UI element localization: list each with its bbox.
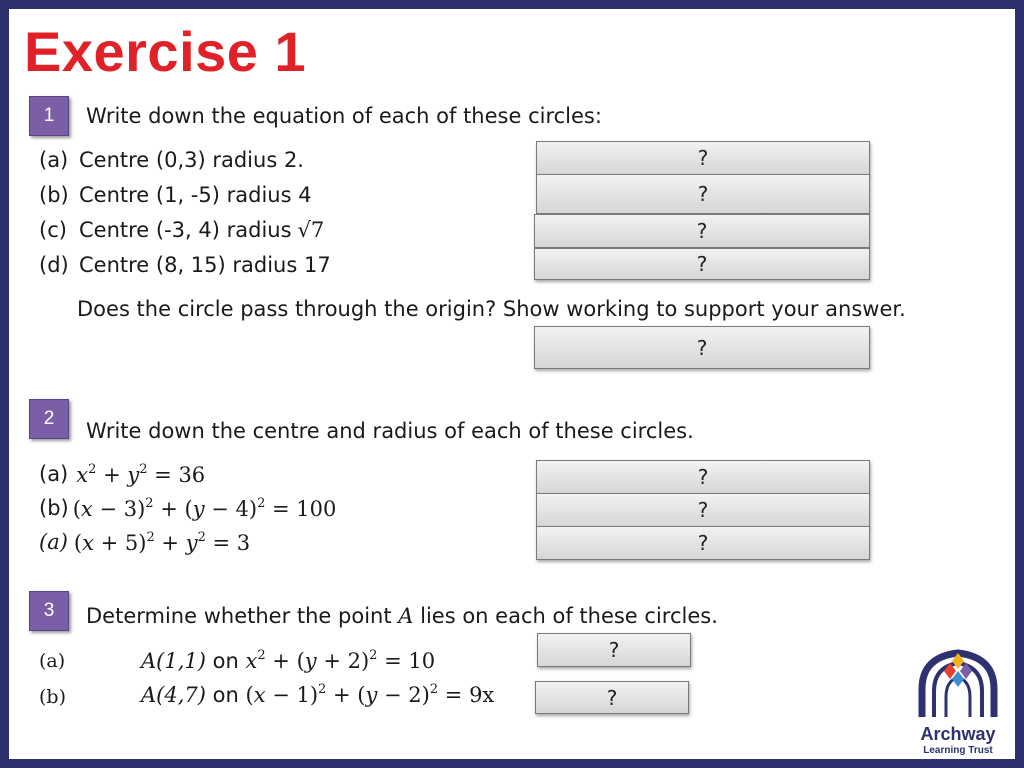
q1-item-b <box>39 183 312 207</box>
q3-item-a-label: (a) <box>39 650 66 672</box>
item-text: Centre (0,3) radius 2. <box>79 148 304 172</box>
answer-reveal-button[interactable]: ? <box>536 460 870 494</box>
equation: $x^2 + (y + 2)^2 = 10$ <box>245 648 436 673</box>
item-label: (b) <box>39 496 69 520</box>
equation: $(x + 5)^2 + y^2 = 3$ <box>73 530 251 555</box>
answer-reveal-button[interactable]: ? <box>536 493 870 527</box>
answer-reveal-button[interactable]: ? <box>537 633 691 667</box>
answer-reveal-button[interactable]: ? <box>536 526 870 560</box>
q2-item-c <box>39 530 250 555</box>
equation: $(x - 1)^2 + (y - 2)^2 = 9x$ <box>245 682 495 707</box>
equation: $(x - 3)^2 + (y - 4)^2 = 100$ <box>72 496 337 521</box>
q3-item-a <box>141 648 435 673</box>
item-text: Centre (-3, 4) radius <box>79 218 292 242</box>
answer-reveal-button[interactable]: ? <box>534 214 870 248</box>
point: A(1,1) <box>141 649 206 673</box>
question-1-badge: 1 <box>29 96 69 136</box>
q3-item-b-label: (b) <box>39 686 66 708</box>
item-label: (a) <box>39 462 69 486</box>
item-label: (c) <box>39 218 67 242</box>
on-word: on <box>212 683 239 707</box>
answer-reveal-button[interactable]: ? <box>534 326 870 369</box>
prompt-variable: A <box>398 604 414 628</box>
q3-item-b <box>141 682 494 707</box>
answer-reveal-button[interactable]: ? <box>535 681 689 714</box>
q1-item-d <box>39 253 331 277</box>
prompt-text: lies on each of these circles. <box>420 604 718 628</box>
item-text: Centre (1, -5) radius 4 <box>79 183 312 207</box>
archway-logo <box>912 649 1004 756</box>
logo-subtitle: Learning Trust <box>923 745 993 756</box>
prompt-text: Determine whether the point <box>86 604 392 628</box>
item-text: Centre (8, 15) radius 17 <box>79 253 331 277</box>
q1-item-c <box>39 218 324 242</box>
logo-name: Archway <box>920 724 996 744</box>
q1-item-a <box>39 148 304 172</box>
q2-item-a <box>39 462 205 487</box>
point: A(4,7) <box>141 683 206 707</box>
answer-reveal-button[interactable]: ? <box>536 174 870 214</box>
archway-arch-icon <box>912 649 1004 719</box>
radical: √7 <box>297 218 325 242</box>
question-1-prompt: Write down the equation of each of these circles: <box>86 104 602 128</box>
question-3-prompt <box>86 604 718 628</box>
slide-title: Exercise 1 <box>24 20 307 83</box>
question-2-prompt: Write down the centre and radius of each of these circles. <box>86 419 694 443</box>
item-label: (a) <box>39 148 69 172</box>
equation: $x^2 + y^2 = 36$ <box>76 462 206 487</box>
slide <box>9 9 1015 759</box>
q2-item-b <box>39 496 336 521</box>
question-2-badge: 2 <box>29 399 69 439</box>
item-label: (b) <box>39 183 69 207</box>
answer-reveal-button[interactable]: ? <box>536 141 870 175</box>
q1-follow-up: Does the circle pass through the origin? Show working to support your answer. <box>77 297 906 321</box>
question-3-badge: 3 <box>29 591 69 631</box>
on-word: on <box>212 649 239 673</box>
item-label: (d) <box>39 253 69 277</box>
item-label: (a) <box>39 530 68 554</box>
answer-reveal-button[interactable]: ? <box>534 248 870 280</box>
